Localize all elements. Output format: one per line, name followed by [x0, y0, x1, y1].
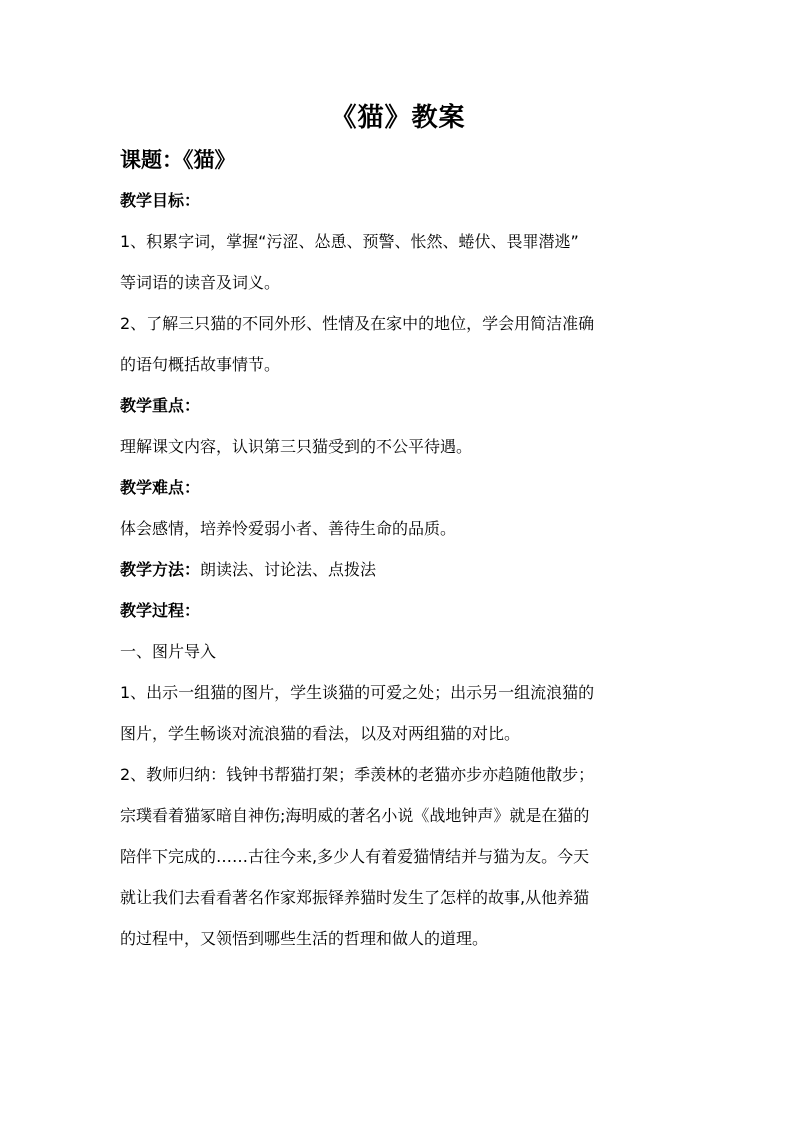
difficulties-heading: 教学难点： [120, 478, 201, 497]
difficulties-text: 体会感情，培养怜爱弱小者、善待生命的品质。 [120, 519, 457, 538]
objective-1-line-1: 1、积累字词，掌握“污涩、怂恿、预警、怅然、蜷伏、畏罪潜逃” [120, 232, 579, 251]
key-points-text: 理解课文内容，认识第三只猫受到的不公平待遇。 [120, 437, 473, 456]
document-body [120, 98, 676, 959]
objective-1-line-2: 等词语的读音及词义。 [120, 273, 281, 292]
process-heading: 教学过程： [120, 601, 201, 620]
step-2-line-3: 陪伴下完成的……古往今来,多少人有着爱猫情结并与猫为友。今天 [120, 847, 590, 866]
section-1-title: 一、图片导入 [120, 642, 217, 661]
document-title: 《猫》教案 [330, 103, 466, 133]
step-2-line-1: 2、教师归纳：钱钟书帮猫打架；季羡林的老猫亦步亦趋随他散步； [120, 765, 595, 784]
objectives-heading: 教学目标： [120, 191, 201, 210]
lesson-subject: 课题：《猫》 [120, 148, 236, 172]
step-2-line-4: 就让我们去看看著名作家郑振铎养猫时发生了怎样的故事,从他养猫 [120, 888, 590, 907]
objective-2-line-1: 2、了解三只猫的不同外形、性情及在家中的地位，学会用简洁准确 [120, 314, 595, 333]
key-points-heading: 教学重点： [120, 396, 201, 415]
step-1-line-1: 1、出示一组猫的图片，学生谈猫的可爱之处；出示另一组流浪猫的 [120, 683, 595, 702]
step-2-line-2: 宗璞看着猫冢暗自神伤;海明威的著名小说《战地钟声》就是在猫的 [120, 806, 590, 825]
objective-2-line-2: 的语句概括故事情节。 [120, 355, 281, 374]
step-2-line-5: 的过程中，又领悟到哪些生活的哲理和做人的道理。 [120, 929, 489, 948]
methods-row [120, 549, 676, 590]
step-1-line-2: 图片，学生畅谈对流浪猫的看法，以及对两组猫的对比。 [120, 724, 521, 743]
methods-text: 朗读法、讨论法、点拨法 [200, 560, 377, 579]
methods-heading: 教学方法： [120, 560, 201, 579]
